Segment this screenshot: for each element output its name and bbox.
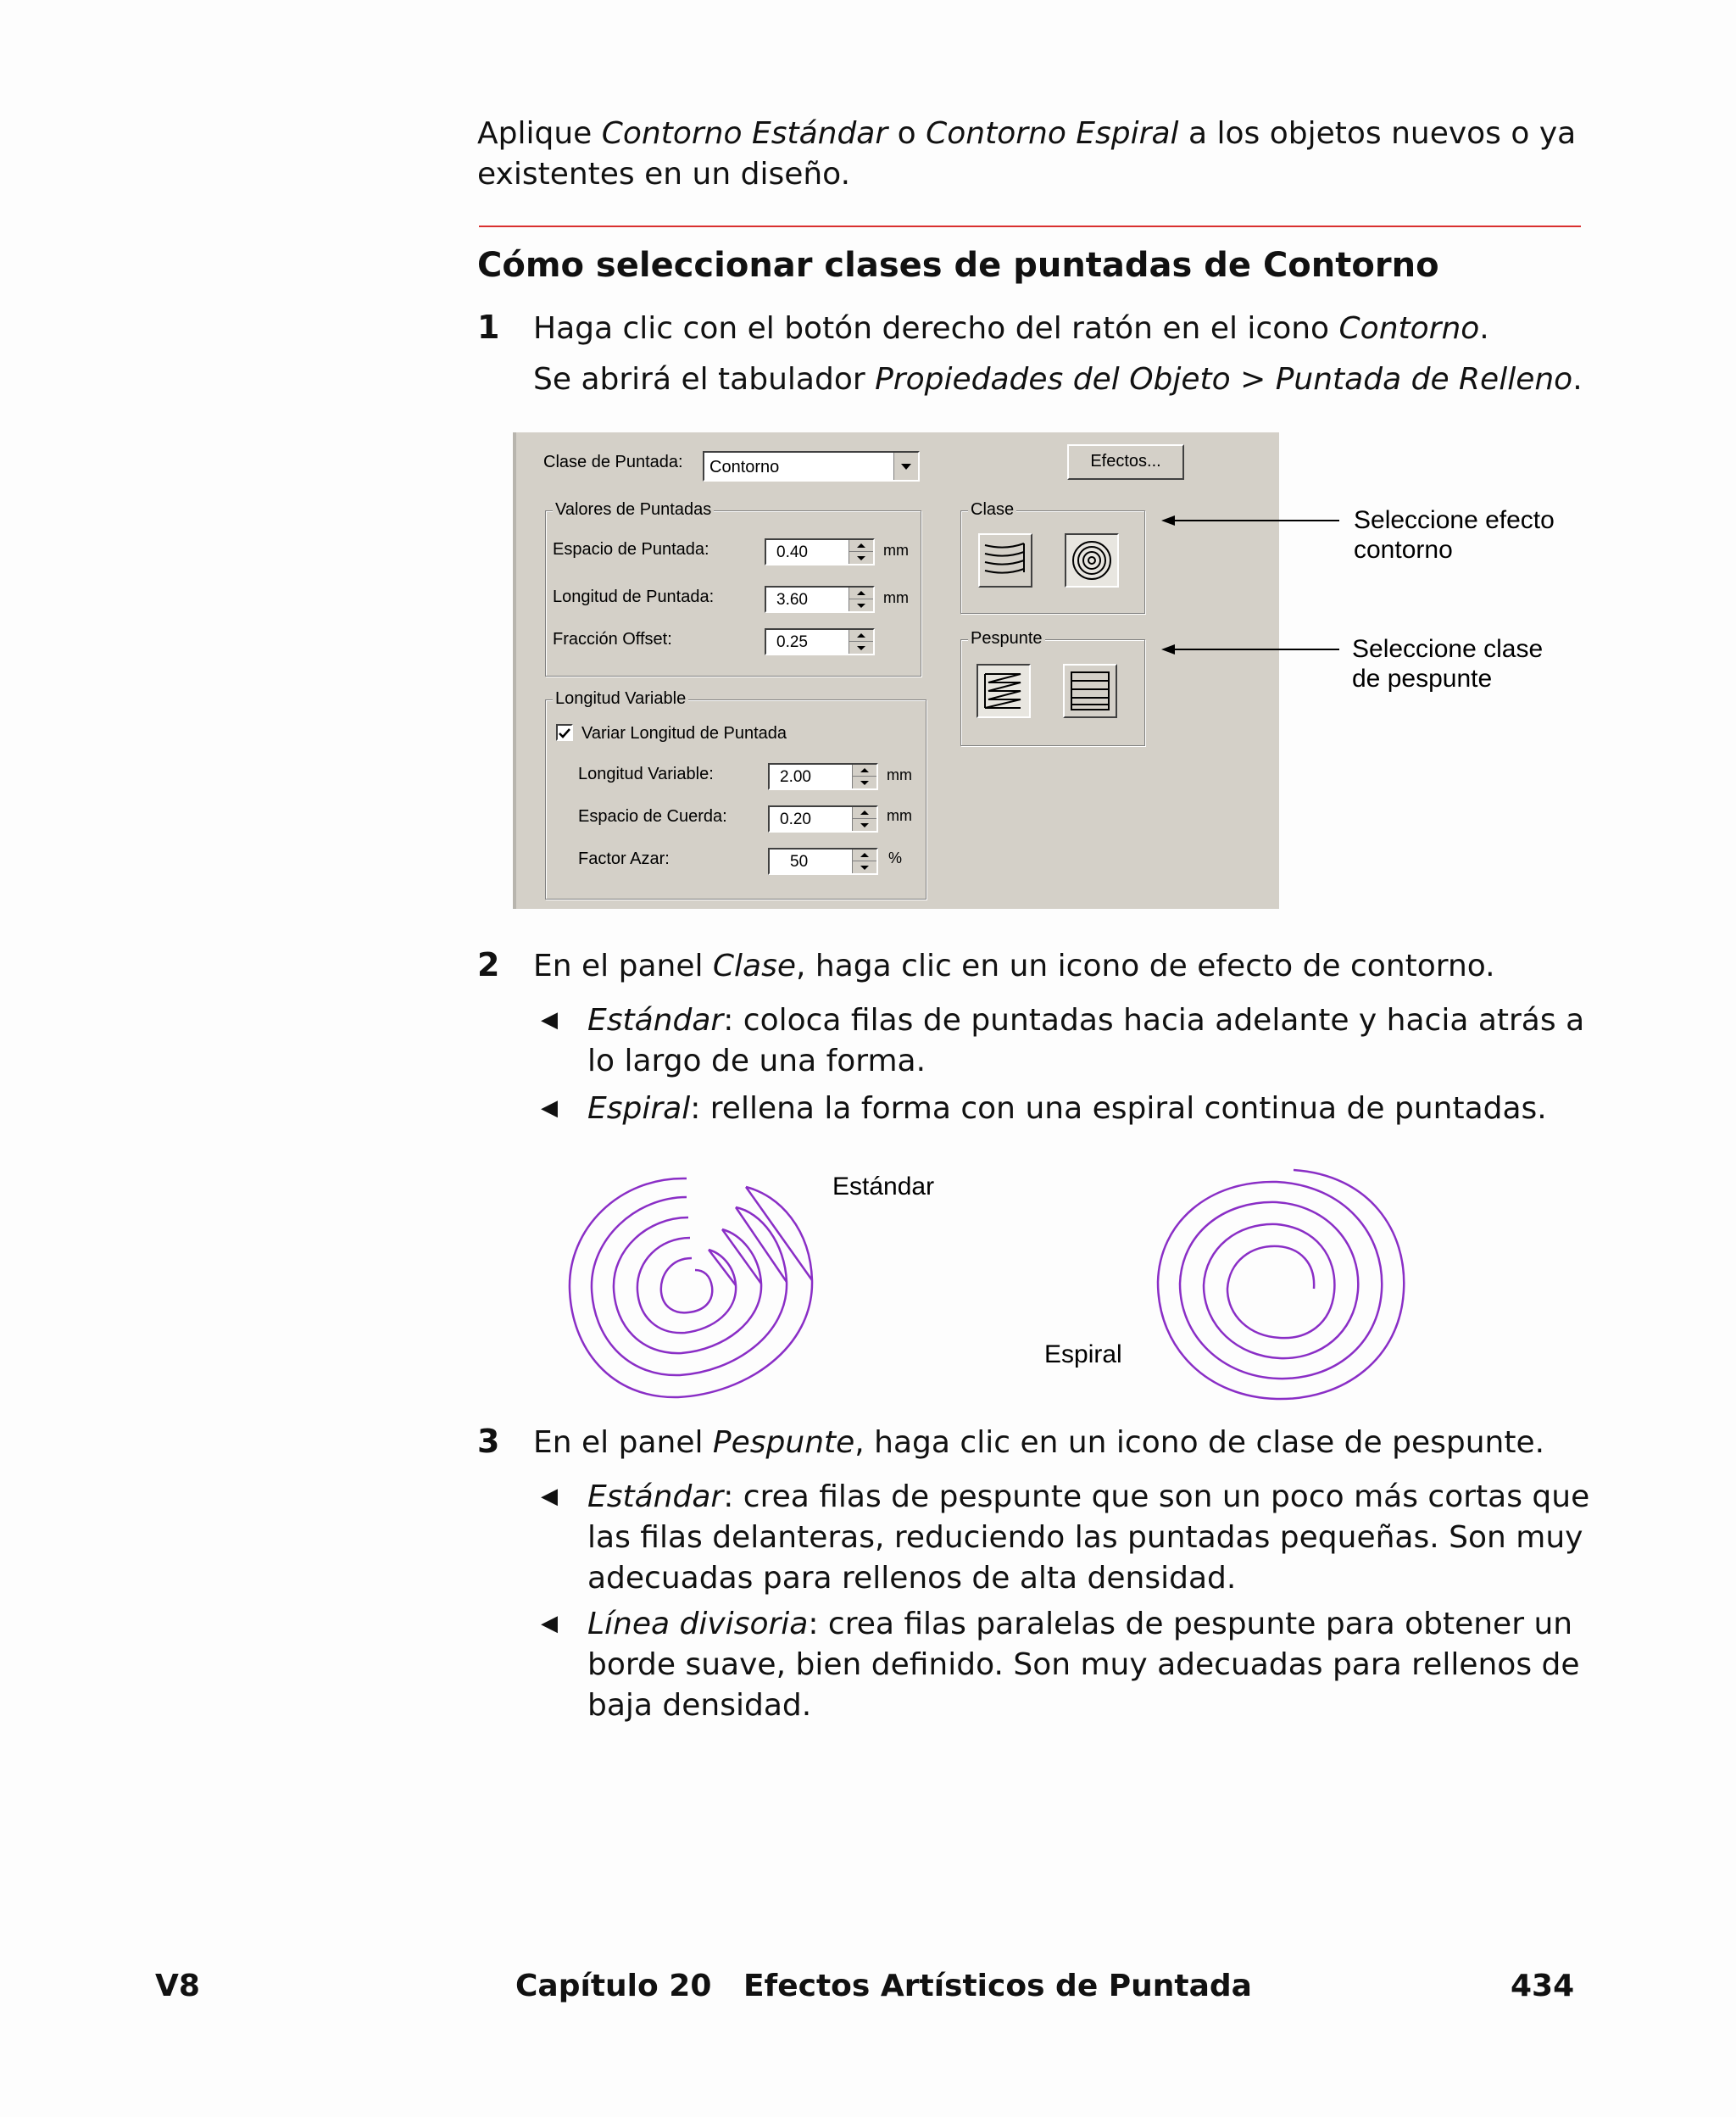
effects-button[interactable]: Efectos... — [1067, 444, 1184, 480]
arrow-left-icon — [1161, 644, 1175, 655]
vary-length-checkbox[interactable] — [556, 724, 573, 741]
footer-chapter: Capítulo 20 Efectos Artísticos de Puntada — [515, 1969, 1252, 2003]
spinner-icon[interactable] — [852, 807, 876, 831]
length-unit: mm — [883, 589, 909, 606]
spacing-input[interactable] — [765, 538, 875, 565]
stitch-values-group — [545, 500, 921, 677]
spiral-contour-icon — [1066, 535, 1117, 586]
spinner-icon[interactable] — [849, 540, 873, 564]
bullet-standard-backstitch — [587, 1477, 1605, 1599]
bullet-text: : rellena la forma con una espiral continua de puntadas. — [690, 1091, 1547, 1126]
step-1-result-text: Se abrirá el tabulador — [533, 362, 876, 397]
step-1-number: 1 — [477, 309, 500, 346]
backstitch-title: Pespunte — [968, 629, 1045, 649]
section-divider — [479, 226, 1581, 227]
step-2-text — [533, 946, 1635, 987]
var-length-value: 2.00 — [780, 768, 811, 786]
offset-input[interactable] — [765, 628, 875, 655]
callout-arrows — [1153, 500, 1356, 678]
length-input[interactable] — [765, 586, 875, 613]
spinner-icon[interactable] — [849, 588, 873, 611]
bullet-em: Estándar — [587, 1479, 724, 1514]
label-spiral: Espiral — [1044, 1340, 1122, 1368]
backstitch-group — [960, 629, 1145, 746]
standard-backstitch-button[interactable] — [976, 664, 1031, 718]
step-1-result-end: . — [1572, 362, 1583, 397]
variable-length-group — [545, 689, 926, 900]
step-1-text — [533, 309, 1635, 349]
chevron-down-icon[interactable] — [893, 453, 918, 480]
bullet-em: Espiral — [587, 1091, 691, 1126]
var-length-input[interactable] — [768, 763, 878, 790]
spiral-illustration — [1149, 1163, 1412, 1409]
var-length-unit: mm — [887, 766, 912, 783]
intro-text: o — [887, 116, 926, 151]
bullet-arrow-icon: ◀ — [541, 1484, 558, 1509]
callout-backstitch: Seleccione clase de pespunte — [1352, 635, 1544, 693]
step-1-end: . — [1479, 311, 1489, 346]
standard-contour-button[interactable] — [978, 533, 1032, 588]
step-2-text-a: En el panel — [533, 949, 713, 983]
bullet-em: Estándar — [587, 1003, 724, 1038]
standard-backstitch-icon — [978, 666, 1029, 716]
var-length-label: Longitud Variable: — [578, 765, 714, 783]
random-input[interactable] — [768, 848, 878, 875]
vary-length-label: Variar Longitud de Puntada — [581, 724, 787, 743]
step-2-text-b: , haga clic en un icono de efecto de contorno. — [796, 949, 1495, 983]
length-label: Longitud de Puntada: — [553, 588, 715, 606]
random-value: 50 — [790, 853, 809, 871]
bullet-em: Línea divisoria — [587, 1607, 809, 1641]
stitch-type-label: Clase de Puntada: — [543, 453, 683, 471]
step-3-text — [533, 1423, 1635, 1463]
standard-contour-icon — [980, 535, 1031, 586]
stitch-type-value: Contorno — [709, 458, 780, 476]
class-title: Clase — [968, 500, 1016, 520]
label-standard: Estándar — [832, 1173, 935, 1201]
random-unit: % — [888, 850, 903, 866]
step-3-em: Pespunte — [712, 1425, 855, 1460]
bullet-spiral-contour — [587, 1089, 1605, 1129]
chord-label: Espacio de Cuerda: — [578, 807, 727, 826]
chord-unit: mm — [887, 807, 912, 824]
stitch-values-title: Valores de Puntadas — [553, 500, 714, 520]
offset-label: Fracción Offset: — [553, 630, 672, 649]
offset-value: 0.25 — [776, 633, 808, 651]
step-1-em: Contorno — [1338, 311, 1480, 346]
random-label: Factor Azar: — [578, 850, 670, 868]
spacing-label: Espacio de Puntada: — [553, 540, 709, 559]
stitch-type-select[interactable] — [703, 451, 920, 482]
chord-value: 0.20 — [780, 811, 811, 828]
bullet-arrow-icon: ◀ — [541, 1611, 558, 1636]
step-3-text-b: , haga clic en un icono de clase de pespunte. — [854, 1425, 1545, 1460]
bullet-text: : coloca filas de puntadas hacia adelante y hacia atrás a lo largo de una forma. — [587, 1003, 1585, 1078]
step-2-number: 2 — [477, 946, 500, 983]
step-1-result-em: Propiedades del Objeto > Puntada de Relleno — [875, 362, 1573, 397]
bullet-split-line-backstitch — [587, 1604, 1605, 1726]
intro-em-spiral: Contorno Espiral — [926, 116, 1179, 151]
bullet-arrow-icon: ◀ — [541, 1095, 558, 1121]
intro-paragraph — [477, 114, 1596, 195]
class-group — [960, 500, 1145, 614]
footer-page-number: 434 — [1511, 1969, 1575, 2003]
spinner-icon[interactable] — [852, 850, 876, 873]
standard-spiral-illustration — [559, 1162, 831, 1407]
intro-text: a los objetos nuevos o ya existentes en un diseño. — [477, 116, 1577, 192]
split-line-backstitch-button[interactable] — [1063, 664, 1117, 718]
spinner-icon[interactable] — [849, 630, 873, 654]
spacing-unit: mm — [883, 542, 909, 559]
bullet-standard-contour — [587, 1000, 1605, 1082]
step-1-text-a: Haga clic con el botón derecho del ratón en el icono — [533, 311, 1339, 346]
spinner-icon[interactable] — [852, 765, 876, 788]
step-2-em: Clase — [712, 949, 797, 983]
intro-text: Aplique — [477, 116, 602, 151]
step-3-number: 3 — [477, 1423, 500, 1460]
section-title: Cómo seleccionar clases de puntadas de Contorno — [477, 246, 1439, 285]
step-1-result — [533, 359, 1635, 400]
spacing-value: 0.40 — [776, 543, 808, 561]
spiral-contour-button[interactable] — [1065, 533, 1119, 588]
chord-input[interactable] — [768, 805, 878, 833]
callout-effect: Seleccione efecto contorno — [1354, 506, 1555, 564]
intro-em-standard: Contorno Estándar — [601, 116, 888, 151]
bullet-text: : crea filas paralelas de pespunte para obtener un borde suave, bien definido. Son muy adecuadas para rellenos de baja densidad. — [587, 1607, 1580, 1723]
split-line-backstitch-icon — [1065, 666, 1116, 716]
length-value: 3.60 — [776, 591, 808, 609]
bullet-arrow-icon: ◀ — [541, 1007, 558, 1033]
step-3-text-a: En el panel — [533, 1425, 713, 1460]
variable-length-title: Longitud Variable — [553, 689, 688, 709]
bullet-text: : crea filas de pespunte que son un poco más cortas que las filas delanteras, reduciendo las puntadas pequeñas. Son muy adecuadas para rellenos de alta densidad. — [587, 1479, 1590, 1596]
footer-version: V8 — [155, 1969, 200, 2003]
checkmark-icon — [558, 727, 571, 740]
arrow-left-icon — [1161, 515, 1175, 526]
